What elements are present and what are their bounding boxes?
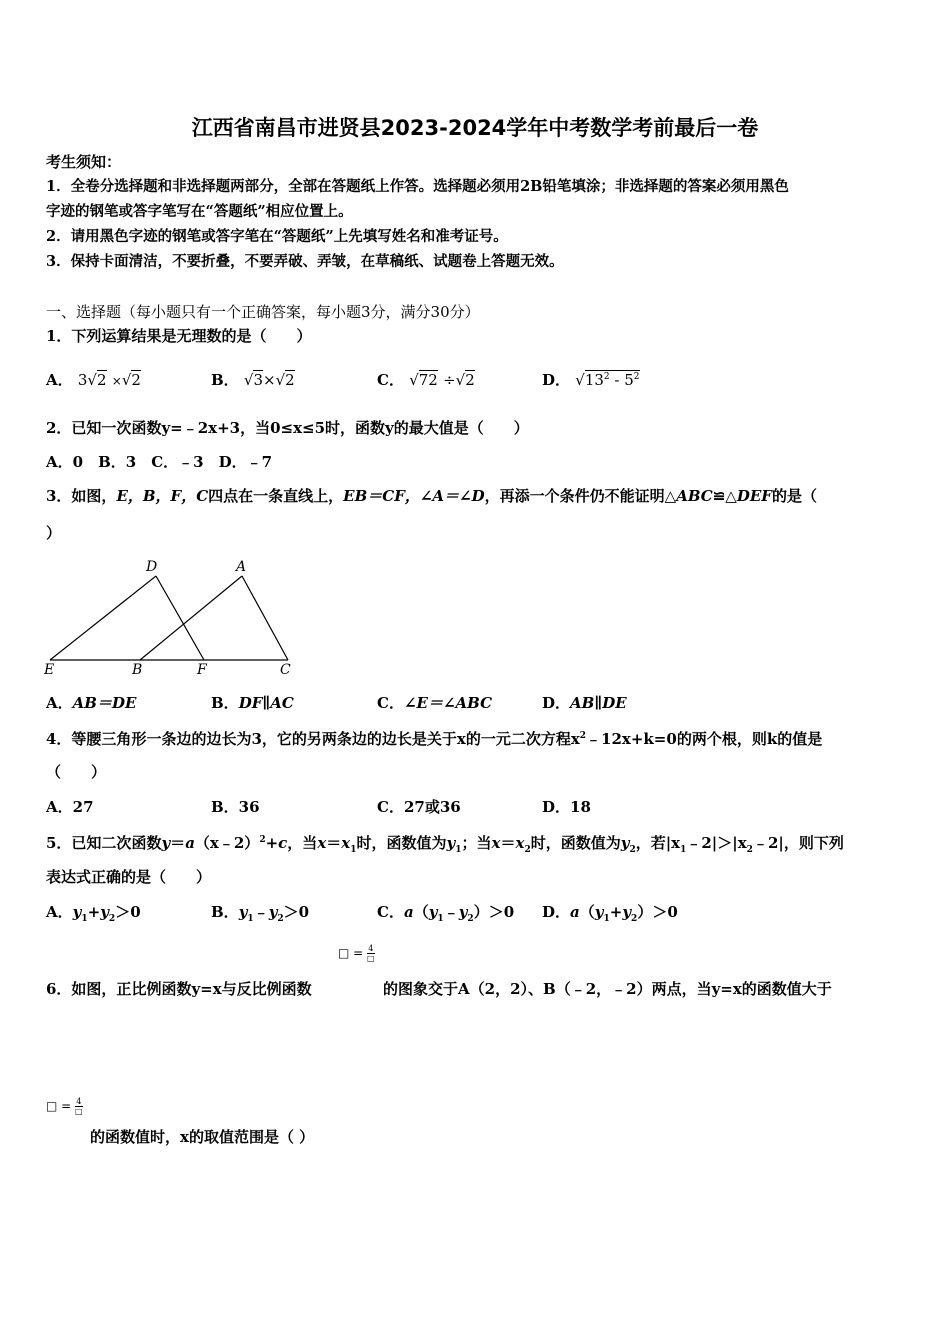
subscript: 1 <box>81 914 88 924</box>
option-label: C． <box>377 903 404 921</box>
radical-sign: √ <box>275 371 286 389</box>
question-6-stem-line-3: 的函数值时，x的取值范围是（ ） <box>90 1128 315 1146</box>
option-label: A． <box>46 694 73 712</box>
var: y <box>161 834 171 852</box>
numerator: 4 <box>368 944 374 953</box>
label-d: D <box>146 559 158 575</box>
subscript: 1 <box>350 845 357 855</box>
subscript: 1 <box>603 914 610 924</box>
var: y <box>594 903 604 921</box>
option-label: C． <box>377 694 404 712</box>
option-label: D． <box>542 903 571 921</box>
stem-text: 4．等腰三角形一条边的边长为3，它的另两条边的边长是关于x的一元二次方程x <box>46 730 580 748</box>
subscript: 1 <box>437 914 444 924</box>
question-6-formula-image <box>338 944 375 963</box>
question-3-option-d <box>542 692 627 713</box>
subscript: 2 <box>277 914 284 924</box>
stem-text: ；当 <box>461 834 492 852</box>
operator: + <box>87 903 101 921</box>
stem-text: ﹣12x+k=0的两个根，则k的值是 <box>586 730 823 748</box>
operator: × <box>111 374 122 388</box>
fraction <box>367 944 375 963</box>
var: x <box>341 834 351 852</box>
fraction <box>75 1097 83 1116</box>
triangle: ABC <box>676 487 713 505</box>
option-label: A． <box>46 903 73 921</box>
option-text: ）＞0 <box>637 903 678 921</box>
label-c: C <box>280 662 291 676</box>
segment-de <box>50 576 156 660</box>
radicand: 2 <box>465 371 475 389</box>
notice-item-2: 2．请用黑色字迹的钢笔或答字笔在“答题纸”上先填写姓名和准考证号。 <box>46 228 508 245</box>
operator: × <box>263 371 276 389</box>
radical-sign: √ <box>409 371 419 389</box>
exponent: 2 <box>259 835 266 845</box>
stem-text: （x﹣2） <box>194 834 260 852</box>
page-title: 江西省南昌市进贤县2023-2024学年中考数学考前最后一卷 <box>191 116 759 140</box>
option-text: ＞0 <box>283 903 310 921</box>
option-text: AB∥DE <box>570 694 627 712</box>
var: a <box>403 903 414 921</box>
question-4-option-c: C．27或36 <box>377 798 461 816</box>
question-1-option-d <box>542 369 640 390</box>
exponent: 2 <box>579 731 587 741</box>
question-5-option-a <box>46 901 141 924</box>
notice-heading: 考生须知： <box>46 153 122 171</box>
question-1-option-a <box>46 369 141 390</box>
var: x <box>317 834 327 852</box>
stem-text: ＝ <box>500 834 516 852</box>
radical-sign: √ <box>575 371 585 389</box>
subscript: 2 <box>631 914 638 924</box>
question-4-option-d: D．18 <box>542 798 591 816</box>
question-4-option-b: B．36 <box>211 798 260 816</box>
subscript: 2 <box>629 845 636 855</box>
stem-text: 5．已知二次函数 <box>46 834 162 852</box>
stem-text: ，若|x <box>635 834 681 852</box>
base: 5 <box>624 371 634 389</box>
var: y <box>620 834 630 852</box>
formula-lhs: □ = <box>46 1099 72 1113</box>
question-1-option-c <box>377 369 475 390</box>
option-text: ）＞0 <box>473 903 515 921</box>
subscript: 2 <box>467 914 474 924</box>
label-e: E <box>44 662 55 676</box>
option-label: B． <box>211 903 239 921</box>
question-6-stem-part-1: 6．如图，正比例函数y=x与反比例函数 <box>46 980 312 998</box>
question-1-stem: 1．下列运算结果是无理数的是（ ） <box>46 327 312 345</box>
option-text: DF∥AC <box>238 694 294 712</box>
minus: - <box>609 371 625 389</box>
question-4-stem-line-1 <box>46 726 822 749</box>
denominator: □ <box>75 1107 83 1116</box>
subscript: 1 <box>247 914 254 924</box>
stem-text: ，再添一个条件仍不能证明△ <box>484 487 677 505</box>
var: y <box>100 903 109 921</box>
radicand: 2 <box>285 371 295 389</box>
segment-df <box>156 576 204 660</box>
question-5-stem-line-1 <box>46 830 844 860</box>
radicand: 3 <box>253 371 264 389</box>
subscript: 1 <box>455 845 462 855</box>
coefficient: 3 <box>77 371 88 389</box>
radical-sign: √ <box>121 371 132 389</box>
radical-sign: √ <box>243 371 254 389</box>
var: y <box>622 903 632 921</box>
label-f: F <box>197 662 207 676</box>
stem-text: ，当 <box>287 834 318 852</box>
var: x <box>515 834 525 852</box>
stem-text: ＝ <box>170 834 186 852</box>
question-5-option-c <box>377 901 514 924</box>
radicand: 2 <box>131 371 141 389</box>
radicand: 2 <box>96 371 107 389</box>
option-text: ＞0 <box>115 903 141 921</box>
var: y <box>268 903 278 921</box>
stem-text: 四点在一条直线上， <box>208 487 344 505</box>
exponent: 2 <box>603 372 610 382</box>
option-text: AB＝DE <box>72 694 137 712</box>
option-label: B． <box>211 371 239 389</box>
stem-text: 时，函数值为 <box>356 834 447 852</box>
option-label: B． <box>211 694 239 712</box>
paren: （ <box>413 903 429 921</box>
operator: ﹣ <box>443 903 459 921</box>
question-4-option-a: A．27 <box>46 798 94 816</box>
formula-lhs: □ = <box>338 946 364 960</box>
points: E，B，F，C <box>116 487 209 505</box>
notice-item-1-line-1: 1．全卷分选择题和非选择题两部分，全部在答题纸上作答。选择题必须用2B铅笔填涂；非选择题的答案必须用黑色 <box>46 178 789 195</box>
question-2-options: A．0 B．3 C．﹣3 D．﹣7 <box>46 453 273 471</box>
radicand <box>585 370 640 389</box>
label-a: A <box>236 559 247 575</box>
stem-text: + <box>265 834 279 852</box>
question-6-formula-image-2 <box>46 1097 83 1116</box>
subscript: 2 <box>524 845 531 855</box>
label-b: B <box>132 662 143 676</box>
var: y <box>238 903 248 921</box>
question-5-option-b <box>211 901 309 924</box>
notice-item-3: 3．保持卡面清洁，不要折叠，不要弄破、弄皱，在草稿纸、试题卷上答题无效。 <box>46 253 564 270</box>
condition: EB＝CF，∠A＝∠D <box>343 487 485 505</box>
question-2-stem: 2．已知一次函数y=﹣2x+3，当0≤x≤5时，函数y的最大值是（ ） <box>46 419 529 437</box>
option-label: A． <box>46 371 73 389</box>
var: x <box>491 834 501 852</box>
question-3-option-c <box>377 692 492 713</box>
stem-text: 3．如图， <box>46 487 117 505</box>
option-label: D． <box>542 694 571 712</box>
congruent-symbol: ≌△ <box>712 487 737 505</box>
base: 13 <box>584 371 604 389</box>
subscript: 2 <box>108 914 116 924</box>
var: y <box>72 903 82 921</box>
question-3-option-a <box>46 692 136 713</box>
section-heading: 一、选择题（每小题只有一个正确答案，每小题3分，满分30分） <box>46 303 480 321</box>
subscript: 1 <box>680 845 687 855</box>
exponent: 2 <box>633 372 640 382</box>
stem-text: 的是（ <box>771 487 817 505</box>
var: y <box>446 834 456 852</box>
stem-text: ﹣2|＞|x <box>686 834 747 852</box>
radicand: 72 <box>418 371 438 389</box>
question-4-stem-line-2: （ ） <box>46 763 107 781</box>
question-1-option-b <box>211 369 295 390</box>
numerator: 4 <box>76 1097 82 1106</box>
question-3-figure <box>44 556 294 676</box>
segment-ac <box>242 576 288 660</box>
var: a <box>570 903 580 921</box>
var: c <box>278 834 288 852</box>
operator: ÷ <box>443 371 456 389</box>
question-5-stem-line-2: 表达式正确的是（ ） <box>46 868 212 886</box>
notice-item-1-line-2: 字迹的钢笔或答字笔写在“答题纸”相应位置上。 <box>46 203 353 220</box>
radical-sign: √ <box>87 371 97 389</box>
triangle: DEF <box>736 487 772 505</box>
segment-ab <box>140 576 242 660</box>
option-text: ∠E＝∠ABC <box>403 694 493 712</box>
paren: （ <box>579 903 595 921</box>
var: a <box>185 834 195 852</box>
question-3-option-b <box>211 692 294 713</box>
stem-text: 时，函数值为 <box>530 834 621 852</box>
question-5-option-d <box>542 901 678 924</box>
subscript: 2 <box>746 845 753 855</box>
operator: ﹣ <box>253 903 269 921</box>
question-6-stem-part-2: 的图象交于A（2，2）、B（﹣2，﹣2）两点，当y=x的函数值大于 <box>383 980 832 998</box>
stem-text: ＝ <box>326 834 342 852</box>
question-3-stem-line-1 <box>46 486 817 506</box>
var: y <box>428 903 438 921</box>
option-label: C． <box>377 371 404 389</box>
radical-sign: √ <box>455 371 466 389</box>
option-label: D． <box>542 371 571 389</box>
stem-text: ﹣2|，则下列 <box>752 834 844 852</box>
var: y <box>458 903 468 921</box>
operator: + <box>609 903 623 921</box>
denominator: □ <box>367 954 375 963</box>
question-3-stem-line-2: ） <box>46 524 62 542</box>
